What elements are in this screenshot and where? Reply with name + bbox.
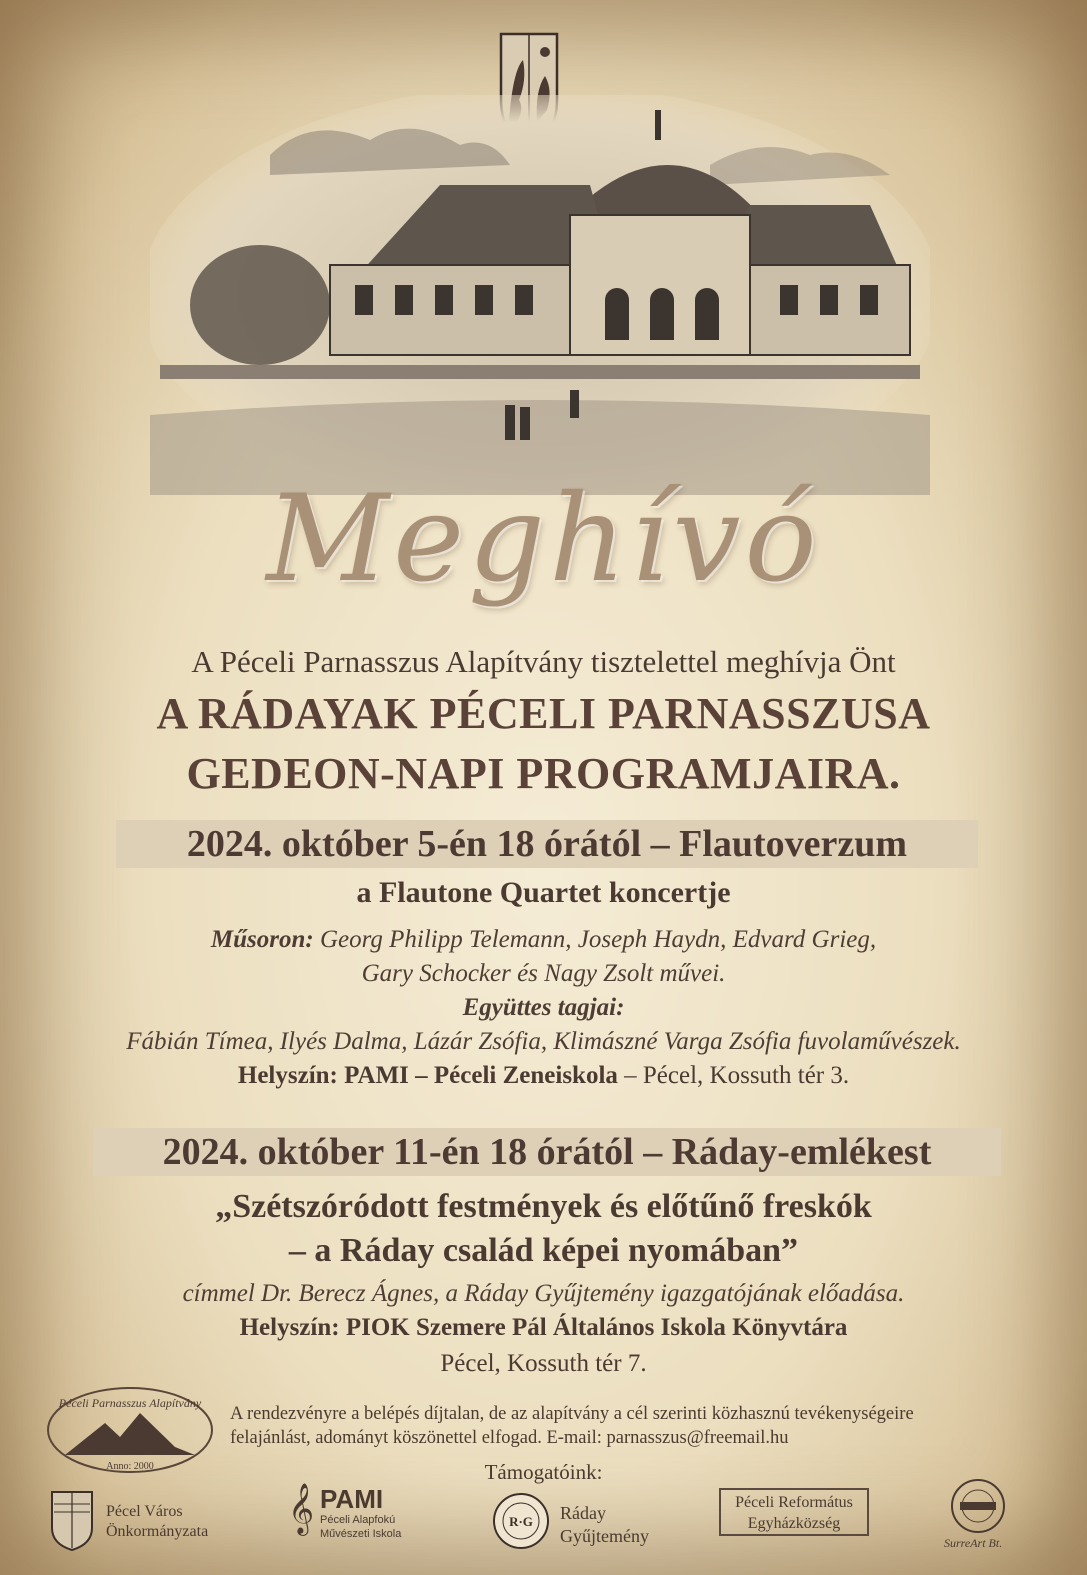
program-label: Műsoron: xyxy=(210,926,314,953)
foundation-logo-year: Anno: 2000 xyxy=(106,1461,154,1472)
raday-seal-icon xyxy=(492,1492,550,1550)
event1-venue xyxy=(0,1062,1087,1090)
event1-venue-address: – Pécel, Kossuth tér 3. xyxy=(624,1062,850,1089)
headline-line-1: A RÁDAYAK PÉCELI PARNASSZUSA xyxy=(156,689,931,738)
event1-venue-label: Helyszín: PAMI – Péceli Zeneiskola xyxy=(237,1062,618,1089)
footer-note xyxy=(230,1402,1070,1450)
event1-program-line2: Gary Schocker és Nagy Zsolt művei. xyxy=(361,960,726,987)
surreart-stamp-icon xyxy=(946,1478,1010,1534)
footer-note-line1: A rendezvényre a belépés díjtalan, de az alapítvány a cél szerinti közhasznú tevékenységeire xyxy=(230,1404,914,1424)
event2-lecture: címmel Dr. Berecz Ágnes, a Ráday Gyűjtemény igazgatójának előadása. xyxy=(182,1280,905,1307)
event1-subtitle: a Flautone Quartet koncertje xyxy=(356,876,731,909)
sponsor-pami: PAMI Péceli Alapfokú Művészeti Iskola xyxy=(320,1484,402,1540)
sponsor-reformed-church: Péceli Református Egyházközség xyxy=(719,1488,869,1536)
event2-date-banner: 2024. október 11-én 18 órától – Ráday-emlékest xyxy=(93,1128,1001,1176)
sponsor-town: Pécel Város Önkormányzata xyxy=(106,1503,209,1540)
event2-quote-line1: „Szétszóródott festmények és előtűnő freskók xyxy=(215,1188,872,1225)
event1-date-banner: 2024. október 5-én 18 órától – Flautoverzum xyxy=(116,820,978,868)
treble-clef-icon: 𝄞 xyxy=(288,1484,315,1533)
intro-text: A Péceli Parnasszus Alapítvány tisztelettel meghívja Önt xyxy=(191,644,896,679)
event1-members: Fábián Tímea, Ilyés Dalma, Lázár Zsófia, Klimászné Varga Zsófia fuvolaművészek. xyxy=(126,1028,961,1055)
town-crest-icon xyxy=(50,1490,94,1552)
manor-house-engraving xyxy=(150,95,930,495)
program-composers: Georg Philipp Telemann, Joseph Haydn, Edvard Grieg, xyxy=(319,926,877,953)
event1-members-label: Együttes tagjai: xyxy=(462,994,625,1021)
sponsor-surreart: SurreArt Bt. xyxy=(944,1536,1003,1550)
foundation-logo-text: Péceli Parnasszus Alapítvány xyxy=(58,1396,202,1410)
footer-note-line2: felajánlást, adományt köszönettel elfogad. E-mail: parnasszus@freemail.hu xyxy=(230,1428,789,1448)
headline-line-2: GEDEON-NAPI PROGRAMJAIRA. xyxy=(186,749,901,798)
event1-program-line1 xyxy=(0,926,1087,954)
event2-quote-line2: – a Ráday család képei nyomában” xyxy=(288,1232,799,1269)
event2-venue-label: Helyszín: PIOK Szemere Pál Általános Iskola Könyvtára xyxy=(239,1314,848,1341)
event2-venue-address: Pécel, Kossuth tér 7. xyxy=(440,1350,647,1377)
sponsors-label: Támogatóink: xyxy=(484,1460,603,1484)
invitation-title: Meghívó xyxy=(266,470,821,609)
svg-text:R·G: R·G xyxy=(509,1514,533,1529)
sponsor-raday: Ráday Gyűjtemény xyxy=(560,1503,649,1546)
